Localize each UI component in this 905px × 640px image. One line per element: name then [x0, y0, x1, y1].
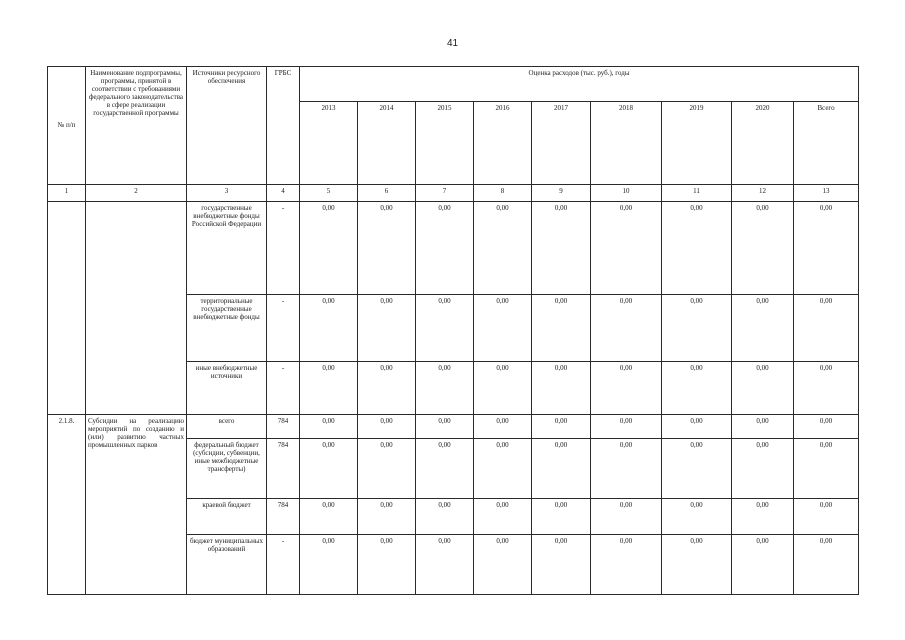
value-cell: 0,00 [532, 415, 591, 439]
value-cell: 0,00 [474, 415, 532, 439]
value-cell: 0,00 [591, 415, 662, 439]
source-cell: федеральный бюджет (субсидии, субвенции, иные межбюджетные трансферты) [187, 439, 267, 499]
value-cell: 0,00 [300, 415, 358, 439]
value-cell: 0,00 [416, 202, 474, 295]
column-index: 7 [416, 185, 474, 202]
value-cell: 0,00 [732, 415, 794, 439]
row-no-cell: 2.1.8. [48, 415, 86, 595]
value-cell: 0,00 [662, 362, 732, 415]
table-row [48, 415, 859, 439]
column-index: 8 [474, 185, 532, 202]
grbs-cell: - [267, 362, 300, 415]
value-cell: 0,00 [300, 202, 358, 295]
header-estimate: Оценка расходов (тыс. руб.), годы [300, 67, 859, 102]
value-cell: 0,00 [416, 499, 474, 535]
header-grbs: ГРБС [267, 67, 300, 185]
value-cell: 0,00 [794, 202, 859, 295]
value-cell: 0,00 [358, 362, 416, 415]
header-year: 2016 [474, 102, 532, 185]
value-cell: 0,00 [358, 439, 416, 499]
value-cell: 0,00 [416, 295, 474, 362]
value-cell: 0,00 [416, 362, 474, 415]
value-cell: 0,00 [474, 439, 532, 499]
column-index: 2 [86, 185, 187, 202]
value-cell: 0,00 [358, 535, 416, 595]
grbs-cell: - [267, 202, 300, 295]
grbs-cell: 784 [267, 439, 300, 499]
value-cell: 0,00 [591, 535, 662, 595]
column-index: 9 [532, 185, 591, 202]
column-index: 3 [187, 185, 267, 202]
page-number: 41 [446, 38, 459, 49]
value-cell: 0,00 [732, 362, 794, 415]
value-cell: 0,00 [532, 499, 591, 535]
column-index-row [48, 185, 859, 202]
source-cell: всего [187, 415, 267, 439]
value-cell: 0,00 [732, 202, 794, 295]
column-index: 5 [300, 185, 358, 202]
column-index: 13 [794, 185, 859, 202]
value-cell: 0,00 [732, 295, 794, 362]
value-cell: 0,00 [416, 415, 474, 439]
value-cell: 0,00 [416, 439, 474, 499]
value-cell: 0,00 [794, 439, 859, 499]
value-cell: 0,00 [532, 535, 591, 595]
value-cell: 0,00 [591, 362, 662, 415]
header-name: Наименование подпрограммы, программы, принятой в соответствии с требованиями федерального законодательства в сфере реализации государственной программы [86, 67, 187, 185]
value-cell: 0,00 [732, 439, 794, 499]
source-cell: государственные внебюджетные фонды Российской Федерации [187, 202, 267, 295]
header-year: 2020 [732, 102, 794, 185]
value-cell: 0,00 [474, 362, 532, 415]
value-cell: 0,00 [532, 295, 591, 362]
value-cell: 0,00 [300, 535, 358, 595]
column-index: 11 [662, 185, 732, 202]
value-cell: 0,00 [591, 202, 662, 295]
value-cell: 0,00 [474, 295, 532, 362]
grbs-cell: - [267, 295, 300, 362]
value-cell: 0,00 [474, 535, 532, 595]
value-cell: 0,00 [358, 295, 416, 362]
source-cell: территориальные государственные внебюджетные фонды [187, 295, 267, 362]
value-cell: 0,00 [532, 439, 591, 499]
header-total: Всего [794, 102, 859, 185]
header-year: 2019 [662, 102, 732, 185]
source-cell: бюджет муниципальных образований [187, 535, 267, 595]
header-no: № п/п [48, 67, 86, 185]
header-year: 2017 [532, 102, 591, 185]
value-cell: 0,00 [591, 499, 662, 535]
value-cell: 0,00 [358, 499, 416, 535]
value-cell: 0,00 [662, 535, 732, 595]
source-cell: иные внебюджетные источники [187, 362, 267, 415]
value-cell: 0,00 [591, 295, 662, 362]
table-row [48, 202, 859, 295]
row-name-cell: Субсидии на реализацию мероприятий по созданию и (или) развитию частных промышленных парков [86, 415, 187, 595]
budget-table [47, 66, 859, 595]
column-index: 6 [358, 185, 416, 202]
column-index: 1 [48, 185, 86, 202]
value-cell: 0,00 [662, 439, 732, 499]
value-cell: 0,00 [300, 499, 358, 535]
column-index: 12 [732, 185, 794, 202]
value-cell: 0,00 [732, 535, 794, 595]
value-cell: 0,00 [532, 202, 591, 295]
value-cell: 0,00 [416, 535, 474, 595]
value-cell: 0,00 [794, 415, 859, 439]
header-year: 2015 [416, 102, 474, 185]
header-year: 2018 [591, 102, 662, 185]
row-no-cell [48, 202, 86, 415]
column-index: 4 [267, 185, 300, 202]
grbs-cell: 784 [267, 499, 300, 535]
value-cell: 0,00 [300, 362, 358, 415]
value-cell: 0,00 [732, 499, 794, 535]
value-cell: 0,00 [662, 295, 732, 362]
value-cell: 0,00 [794, 295, 859, 362]
header-source: Источники ресурсного обеспечения [187, 67, 267, 185]
column-index: 10 [591, 185, 662, 202]
grbs-cell: - [267, 535, 300, 595]
value-cell: 0,00 [358, 202, 416, 295]
value-cell: 0,00 [794, 499, 859, 535]
value-cell: 0,00 [662, 415, 732, 439]
value-cell: 0,00 [662, 499, 732, 535]
value-cell: 0,00 [662, 202, 732, 295]
value-cell: 0,00 [474, 499, 532, 535]
value-cell: 0,00 [794, 535, 859, 595]
value-cell: 0,00 [358, 415, 416, 439]
value-cell: 0,00 [532, 362, 591, 415]
grbs-cell: 784 [267, 415, 300, 439]
value-cell: 0,00 [794, 362, 859, 415]
value-cell: 0,00 [300, 439, 358, 499]
source-cell: краевой бюджет [187, 499, 267, 535]
header-year: 2014 [358, 102, 416, 185]
header-year: 2013 [300, 102, 358, 185]
value-cell: 0,00 [474, 202, 532, 295]
row-name-cell [86, 202, 187, 415]
value-cell: 0,00 [591, 439, 662, 499]
value-cell: 0,00 [300, 295, 358, 362]
